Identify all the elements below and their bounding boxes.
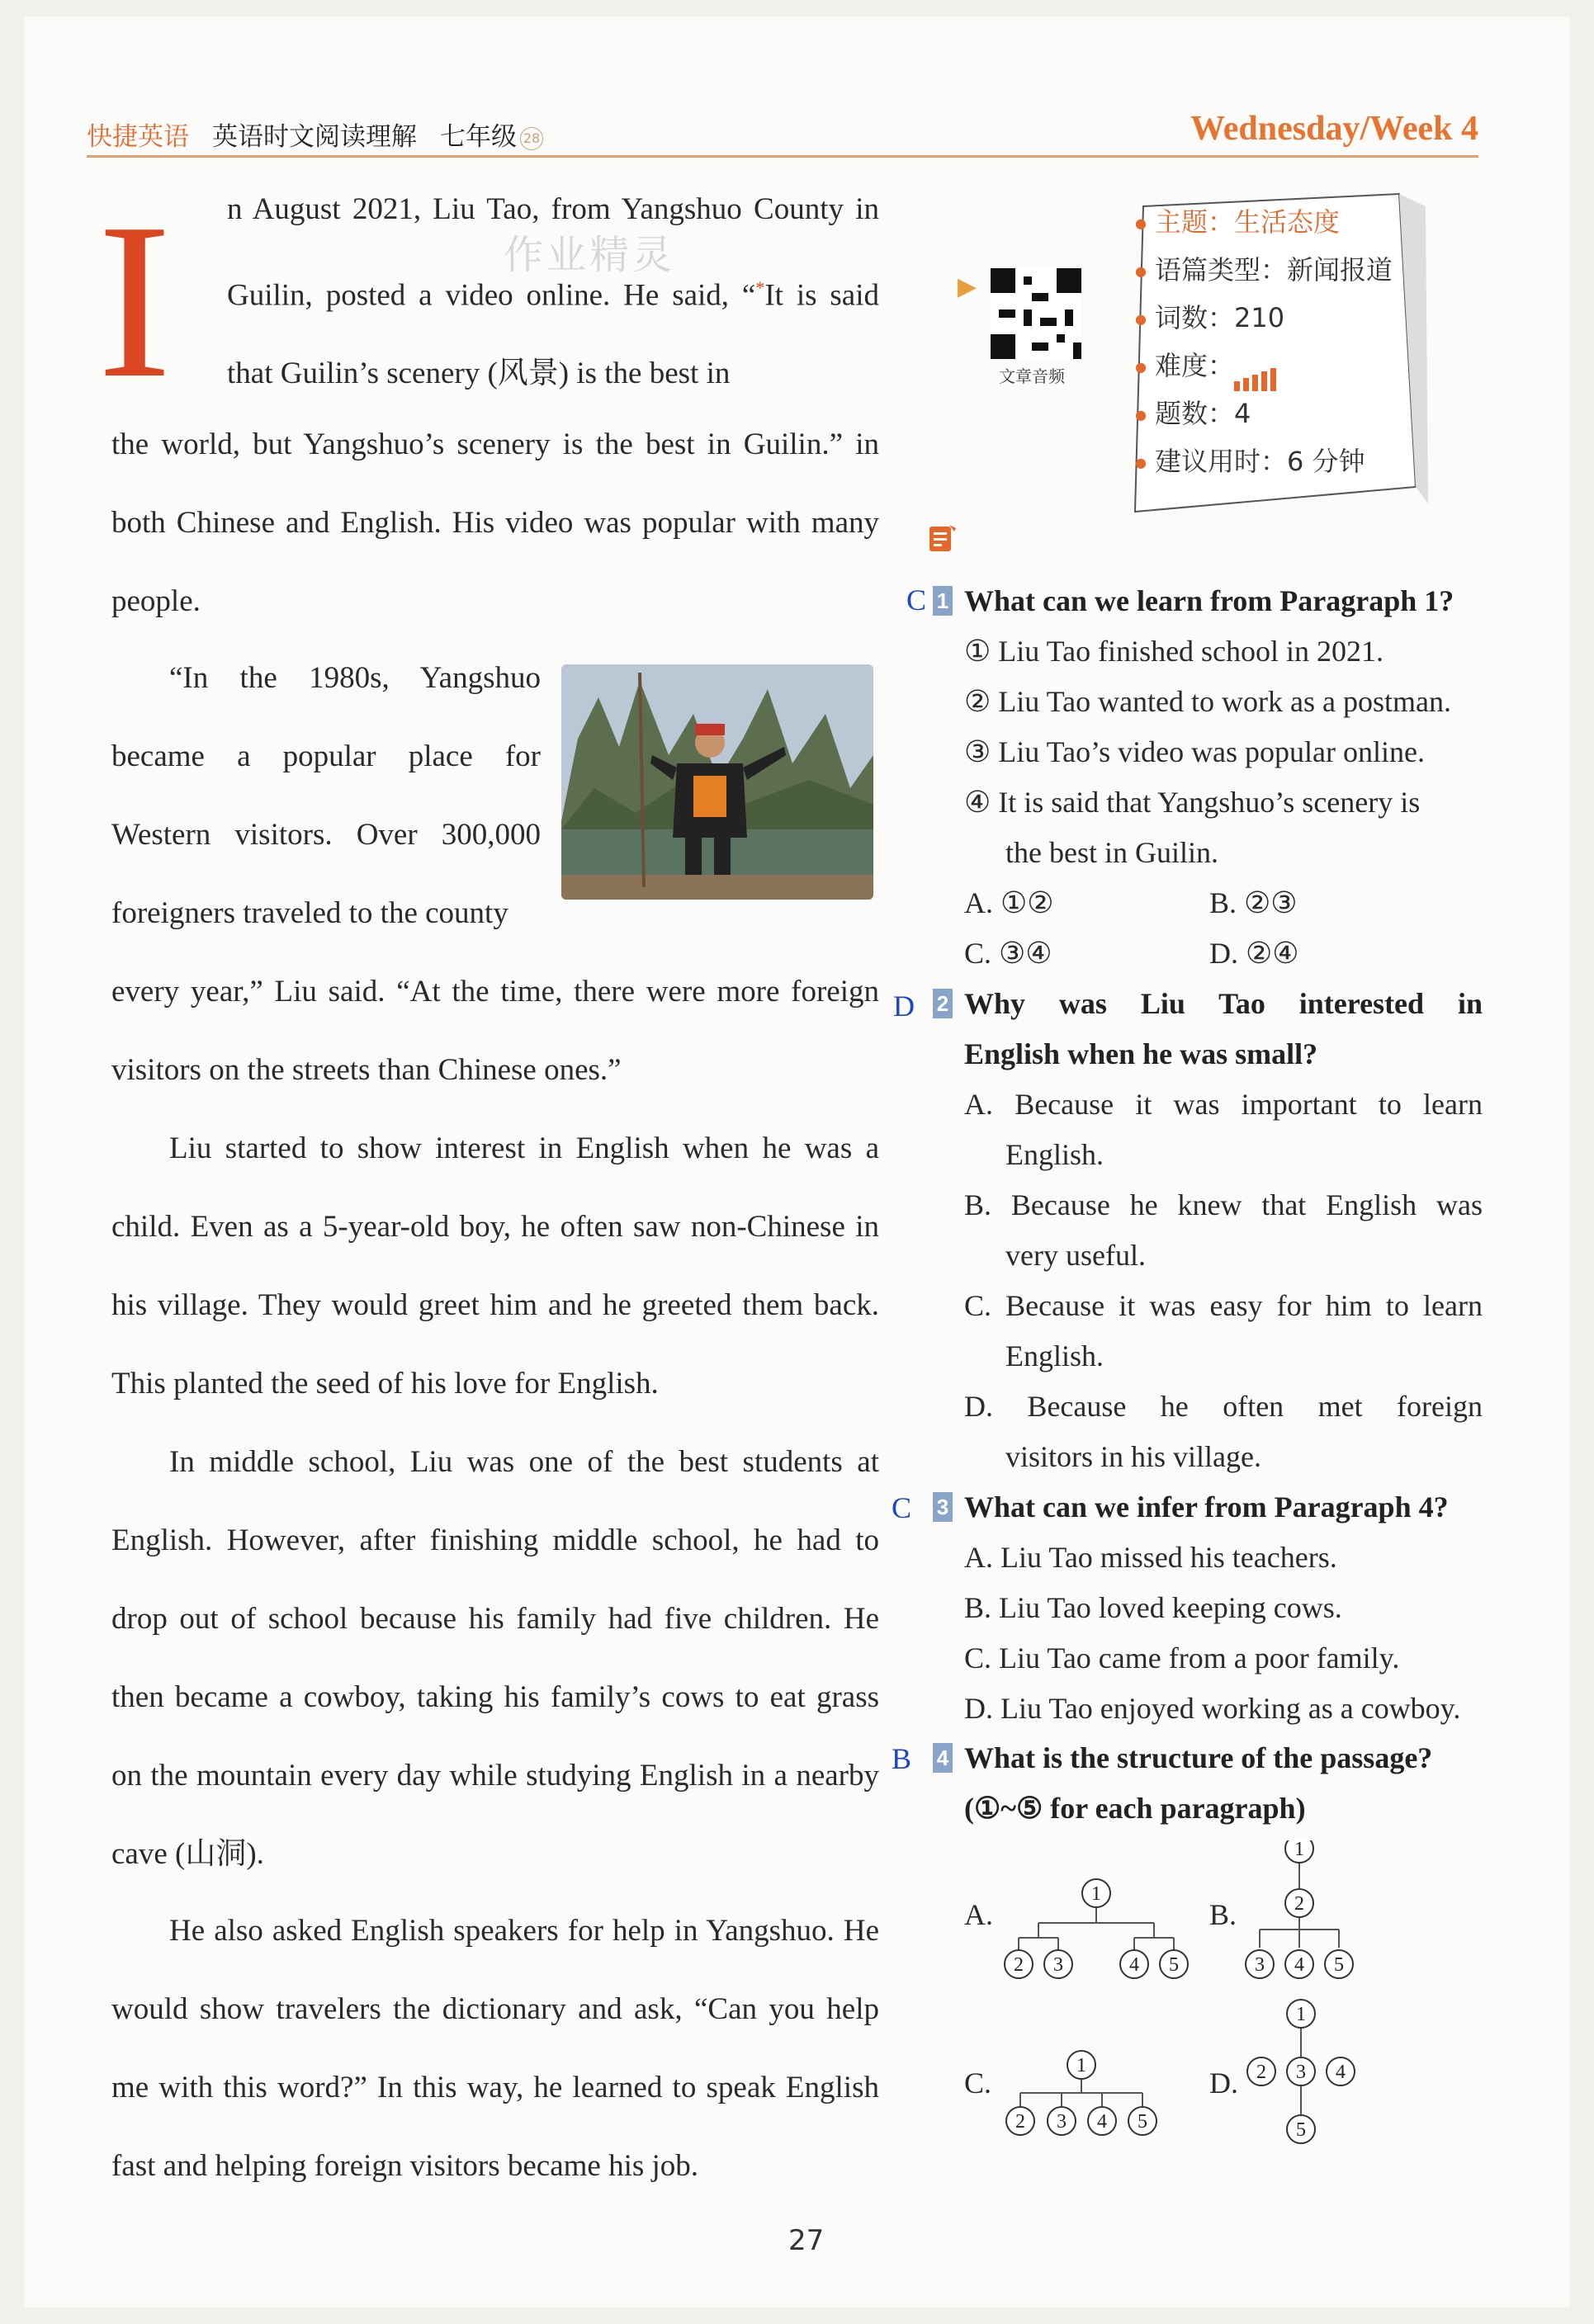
question-number-4: 4 [933, 1743, 953, 1773]
label-a-4: 4 [1129, 1954, 1139, 1976]
q1-choice-a[interactable]: A. ①② [964, 886, 1054, 919]
label-b-3: 3 [1255, 1954, 1265, 1976]
answer-1: C [906, 583, 927, 616]
label-c-2: 2 [1015, 2111, 1025, 2133]
watermark: 作业精灵 [504, 232, 676, 278]
q3-option-a[interactable]: A. Liu Tao missed his teachers. [964, 1541, 1337, 1574]
paragraph-1-start [227, 170, 879, 413]
page-number: 27 [788, 2224, 825, 2257]
question-1-text: What can we learn from Paragraph 1? [964, 584, 1454, 617]
label-d-1: 1 [1296, 2004, 1306, 2025]
asterisk: * [755, 277, 765, 298]
q1-choice-d[interactable]: D. ②④ [1209, 937, 1299, 970]
label-b-5: 5 [1334, 1954, 1344, 1976]
label-b-2: 2 [1294, 1893, 1304, 1915]
q2-option-b[interactable]: B. Because he knew that English was [964, 1188, 1483, 1221]
q2-option-d-cont: visitors in his village. [1005, 1440, 1261, 1473]
label-d-5: 5 [1296, 2119, 1306, 2141]
label-d-2: 2 [1256, 2062, 1266, 2083]
photo-illustration [561, 664, 873, 900]
q2-option-a[interactable]: A. Because it was important to learn [964, 1088, 1483, 1121]
question-2-text: Why was Liu Tao interested in [964, 987, 1483, 1020]
card-difficulty: ● 难度： [1135, 342, 1393, 390]
qr-caption: 文章音频 [999, 366, 1065, 386]
card-words: ● 词数：210 [1135, 302, 1285, 333]
label-c-3: 3 [1057, 2111, 1067, 2133]
label-b-4: 4 [1294, 1954, 1304, 1976]
question-4-text-cont: (①~⑤ for each paragraph) [964, 1792, 1306, 1825]
q3-option-c[interactable]: C. Liu Tao came from a poor family. [964, 1641, 1400, 1675]
p1-text: n August 2021, Liu Tao, from Yangshuo County in Guilin, posted a video online. He said, “ [227, 192, 879, 313]
paragraph-2-start: “In the 1980s, Yangshuo became a popular place for Western visitors. Over 300,000 foreigners traveled to the county [111, 661, 541, 930]
q2-option-d[interactable]: D. Because he often met foreign [964, 1390, 1483, 1423]
brand: 快捷英语 [87, 122, 189, 152]
label-c-1: 1 [1076, 2055, 1086, 2076]
q3-option-b[interactable]: B. Liu Tao loved keeping cows. [964, 1591, 1342, 1624]
q1-item-4-cont: the best in Guilin. [1005, 836, 1218, 869]
label-a-1: 1 [1091, 1883, 1101, 1905]
paragraph-5: He also asked English speakers for help in Yangshuo. He would show travelers the dictionary and ask, “Can you help me with this word?” In this way, he learned to speak English fast and helping foreign visitors became his job. [111, 1914, 879, 2183]
q1-choice-b[interactable]: B. ②③ [1209, 886, 1298, 919]
grade: 七年级 [440, 122, 517, 152]
speaker-icon[interactable]: ▶ [958, 273, 977, 300]
question-4-text: What is the structure of the passage? [964, 1741, 1433, 1774]
question-number-1: 1 [933, 586, 953, 616]
label-a-3: 3 [1053, 1954, 1063, 1976]
photo-liu-tao [561, 664, 873, 900]
label-a-5: 5 [1169, 1954, 1179, 1976]
q4-option-d-label[interactable]: D. [1209, 2067, 1238, 2100]
q1-item-3: ③ Liu Tao’s video was popular online. [964, 735, 1425, 768]
header-divider [87, 155, 1478, 158]
question-number-2: 2 [933, 989, 953, 1018]
q1-item-4: ④ It is said that Yangshuo’s scenery is [964, 786, 1421, 819]
qr-code-icon[interactable] [991, 268, 1081, 359]
q4-option-a-label[interactable]: A. [964, 1898, 993, 1931]
label-d-3: 3 [1296, 2062, 1306, 2083]
q2-option-c[interactable]: C. Because it was easy for him to learn [964, 1289, 1483, 1322]
answer-4: B [892, 1742, 912, 1775]
question-number-3: 3 [933, 1492, 953, 1522]
paragraph-1-end: the world, but Yangshuo’s scenery is the best in Guilin.” in both Chinese and English. His video was popular with many people. [111, 427, 879, 618]
card-questions: ● 题数：4 [1135, 398, 1251, 429]
q1-item-1: ① Liu Tao finished school in 2021. [964, 635, 1384, 668]
drop-cap: I [97, 177, 172, 424]
answer-3: C [892, 1491, 912, 1524]
question-2-text-cont: English when he was small? [964, 1037, 1318, 1070]
paragraph-4: In middle school, Liu was one of the best students at English. However, after finishing middle school, he had to drop out of school because his family had five children. He then became a cowboy, taking his family’s cows to eat grass on the mountain every day while studying English in a nearby cave (山洞). [111, 1445, 879, 1871]
q2-option-b-cont: very useful. [1005, 1239, 1146, 1272]
info-card [1135, 198, 1393, 485]
question-3-text: What can we infer from Paragraph 4? [964, 1490, 1449, 1523]
week-label: Wednesday/Week 4 [1190, 110, 1478, 148]
q4-option-c-label[interactable]: C. [964, 2067, 992, 2100]
card-genre: ● 语篇类型：新闻报道 [1135, 254, 1393, 286]
structure-diagrams [991, 1840, 1502, 2187]
q4-option-b-label[interactable]: B. [1209, 1898, 1237, 1931]
header-left [87, 116, 543, 153]
card-topic: ● 主题：生活态度 [1135, 206, 1340, 238]
label-d-4: 4 [1336, 2062, 1346, 2083]
label-c-4: 4 [1097, 2111, 1107, 2133]
label-b-1: 1 [1294, 1840, 1304, 1860]
label-a-2: 2 [1014, 1954, 1024, 1976]
q2-option-c-cont: English. [1005, 1339, 1104, 1372]
paragraph-2-end: every year,” Liu said. “At the time, there were more foreign visitors on the streets than Chinese ones.” [111, 975, 879, 1087]
q2-option-a-cont: English. [1005, 1138, 1104, 1171]
questions-icon [926, 522, 959, 555]
answer-2: D [893, 990, 915, 1023]
paragraph-3: Liu started to show interest in English when he was a child. Even as a 5-year-old boy, he often saw non-Chinese in his village. They would greet him and he greeted them back. This planted the seed of his love for English. [111, 1131, 879, 1401]
q1-choice-c[interactable]: C. ③④ [964, 937, 1052, 970]
label-c-5: 5 [1138, 2111, 1147, 2133]
q3-option-d[interactable]: D. Liu Tao enjoyed working as a cowboy. [964, 1692, 1461, 1725]
page-badge: 28 [520, 127, 543, 150]
series-title: 英语时文阅读理解 [212, 122, 417, 152]
p1-text-2: It is said that Guilin’s scenery (风景) is the best in [227, 278, 880, 391]
difficulty-bars [1234, 343, 1279, 391]
card-time: ● 建议用时：6 分钟 [1135, 446, 1365, 477]
q1-item-2: ② Liu Tao wanted to work as a postman. [964, 685, 1451, 718]
